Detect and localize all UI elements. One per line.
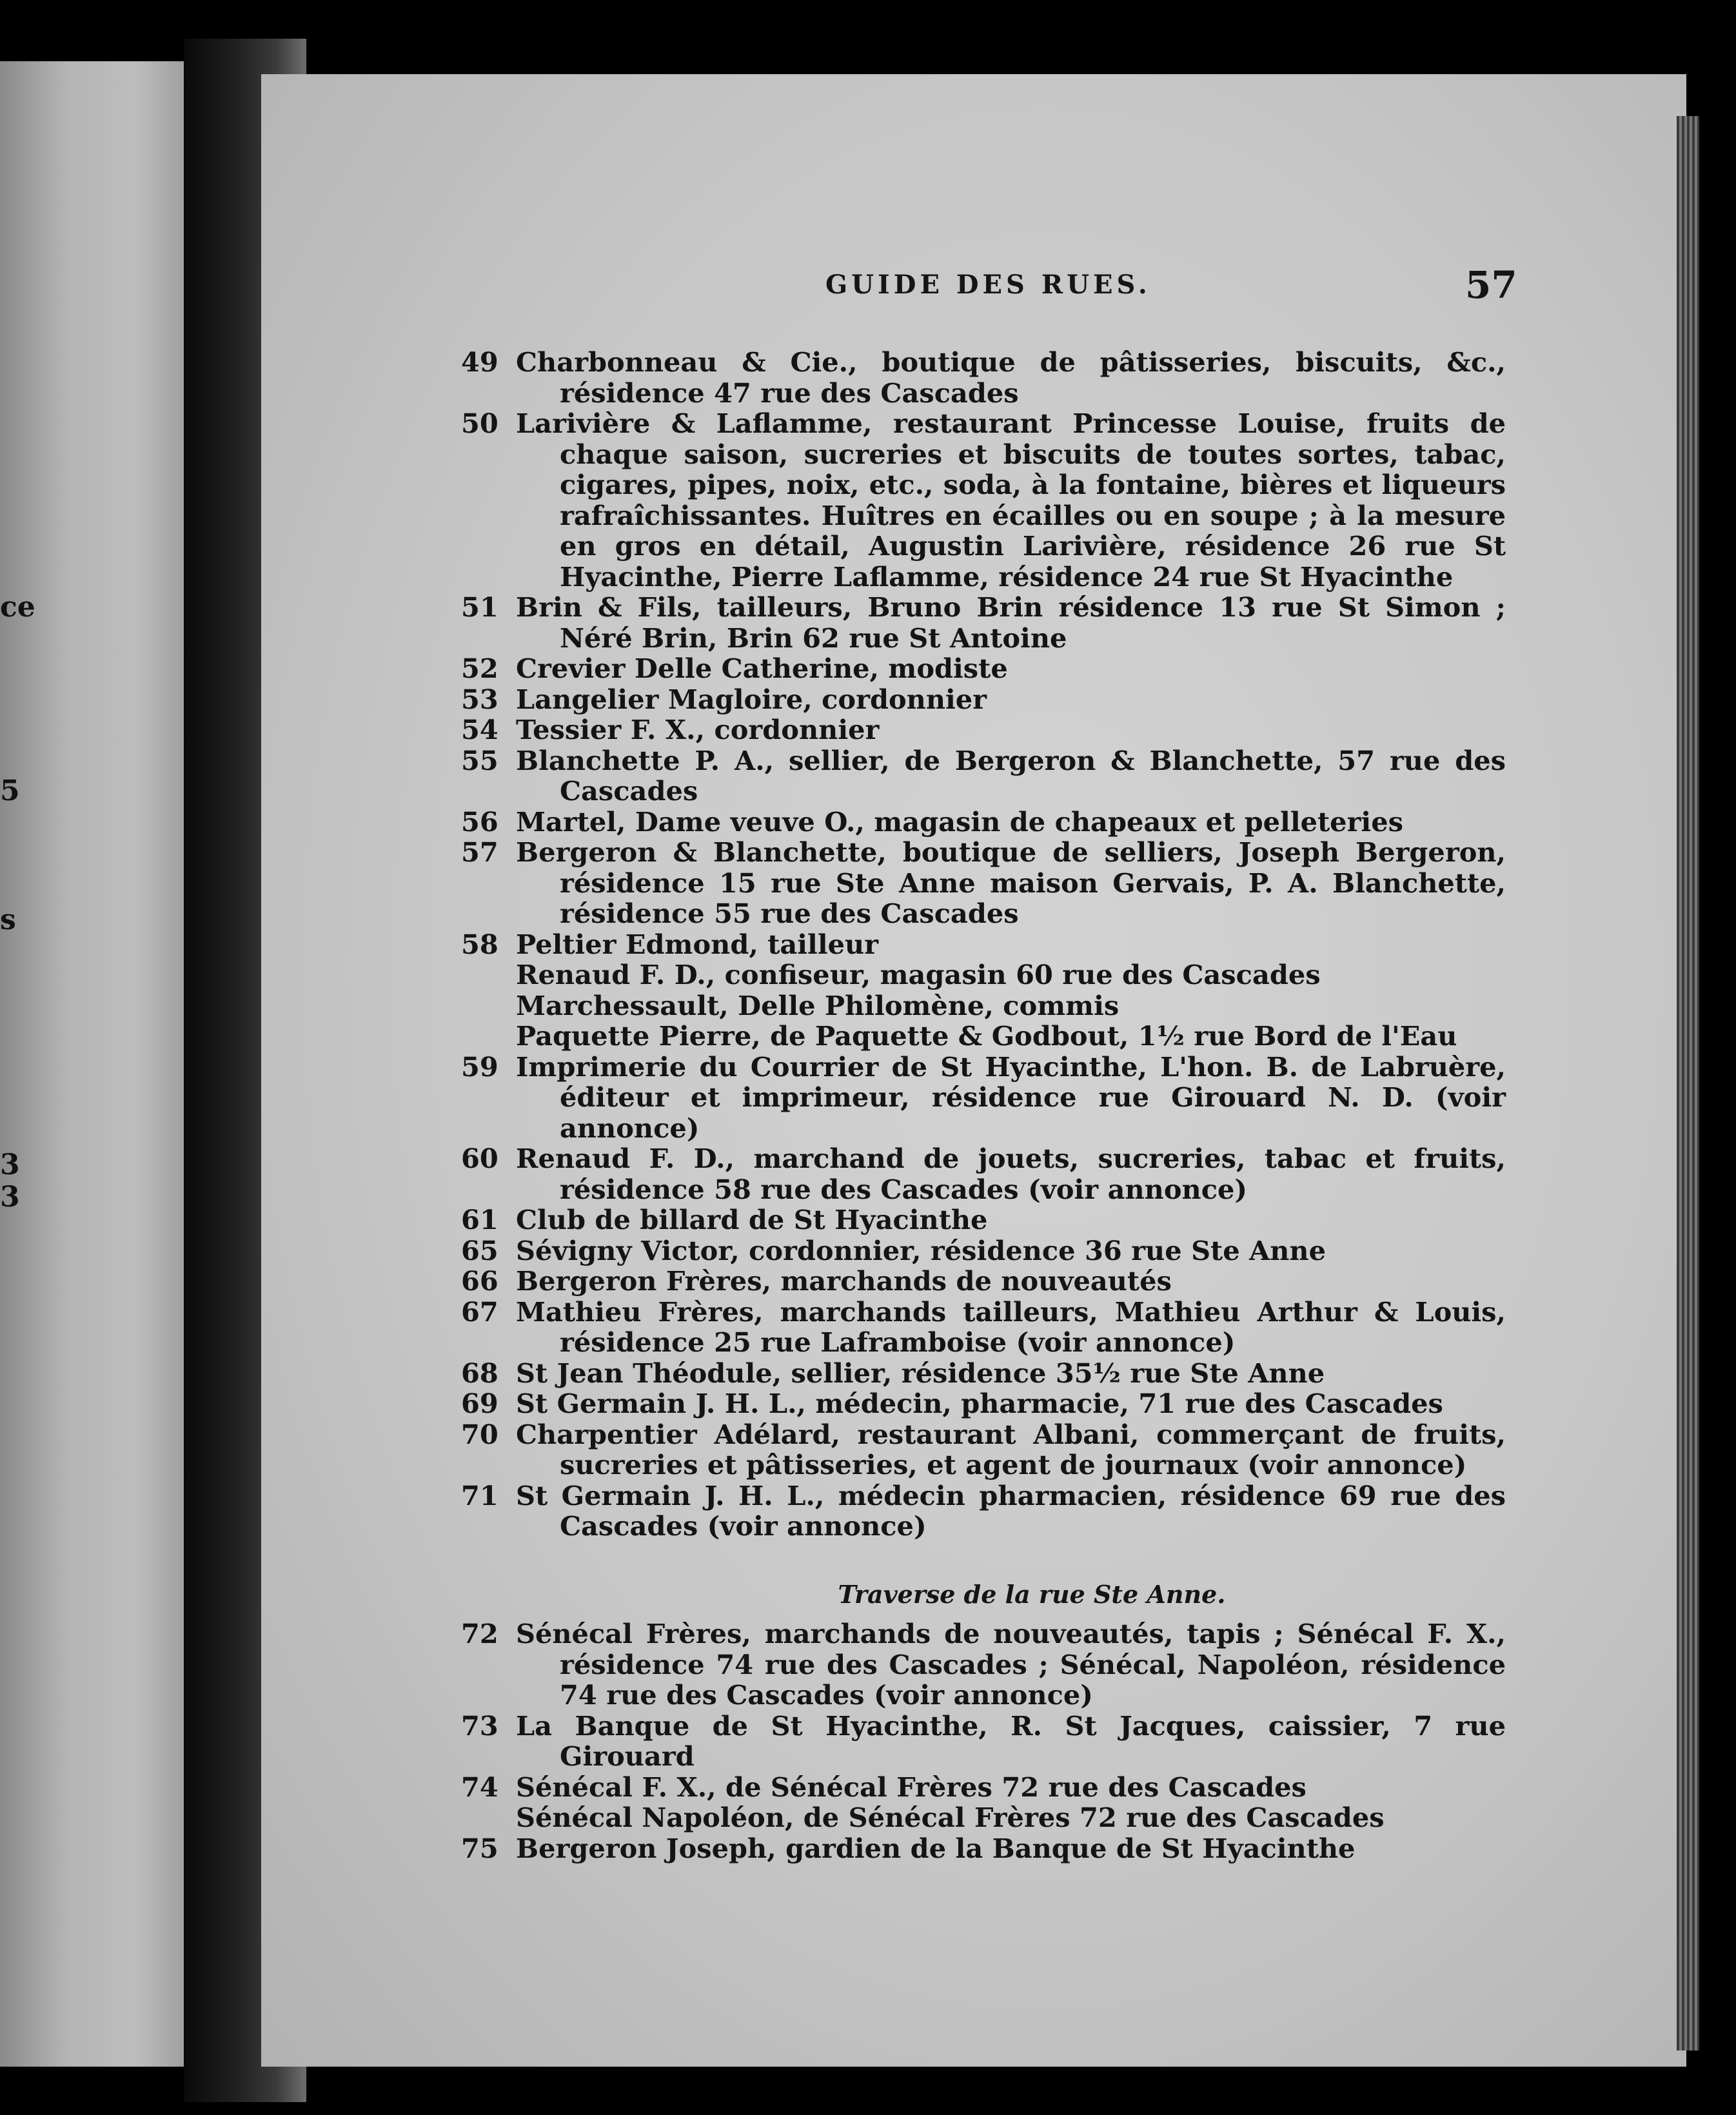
directory-entry bbox=[461, 837, 1506, 929]
directory-entry bbox=[461, 1802, 1506, 1833]
directory-entry bbox=[461, 714, 1506, 745]
entry-number: 72 bbox=[461, 1618, 498, 1649]
left-margin-fragment: s bbox=[0, 903, 16, 936]
page-number: 57 bbox=[1465, 263, 1517, 307]
directory-entry bbox=[461, 1297, 1506, 1358]
entry-text: Blanchette P. A., sellier, de Bergeron & Blanchette, 57 rue des Cascades bbox=[516, 744, 1506, 807]
directory-entry bbox=[461, 1388, 1506, 1419]
directory-entry bbox=[461, 1618, 1506, 1711]
directory-entry bbox=[461, 1358, 1506, 1389]
directory-entry bbox=[461, 1052, 1506, 1144]
entry-number: 53 bbox=[461, 683, 498, 715]
entry-text: Charpentier Adélard, restaurant Albani, commerçant de fruits, sucreries et pâtisseries, et agent de journaux (voir annonce) bbox=[516, 1418, 1506, 1480]
entry-text: Charbonneau & Cie., boutique de pâtisseries, biscuits, &c., résidence 47 rue des Cascades bbox=[516, 346, 1506, 409]
entry-number: 61 bbox=[461, 1204, 498, 1235]
directory-entry bbox=[461, 1235, 1506, 1266]
entry-number: 69 bbox=[461, 1388, 498, 1419]
directory-entry bbox=[461, 684, 1506, 715]
entry-number: 74 bbox=[461, 1771, 498, 1803]
section-heading: Traverse de la rue Ste Anne. bbox=[838, 1579, 1226, 1609]
entry-number: 75 bbox=[461, 1832, 498, 1864]
entry-text: St Jean Théodule, sellier, résidence 35½ rue Ste Anne bbox=[516, 1357, 1325, 1389]
entry-number: 67 bbox=[461, 1295, 498, 1328]
directory-listing bbox=[461, 347, 1506, 1864]
entry-number: 54 bbox=[461, 714, 498, 745]
entry-text: Paquette Pierre, de Paquette & Godbout, 1½ rue Bord de l'Eau bbox=[516, 1020, 1457, 1052]
entry-text: Crevier Delle Catherine, modiste bbox=[516, 653, 1008, 684]
entry-number: 49 bbox=[461, 346, 498, 378]
running-title: GUIDE DES RUES. bbox=[825, 270, 1151, 300]
entry-text: Sénécal F. X., de Sénécal Frères 72 rue des Cascades bbox=[516, 1771, 1307, 1803]
entry-text: St Germain J. H. L., médecin, pharmacie, 71 rue des Cascades bbox=[516, 1388, 1443, 1419]
entry-text: Bergeron Frères, marchands de nouveautés bbox=[516, 1265, 1172, 1297]
left-margin-fragment: ce bbox=[0, 591, 35, 624]
entry-text: Renaud F. D., marchand de jouets, sucreries, tabac et fruits, résidence 58 rue des Cascades (voir annonce) bbox=[516, 1143, 1506, 1205]
directory-entry bbox=[461, 807, 1506, 838]
entry-text: La Banque de St Hyacinthe, R. St Jacques, caissier, 7 rue Girouard bbox=[516, 1709, 1506, 1772]
entry-number: 59 bbox=[461, 1050, 498, 1083]
entry-text: Bergeron & Blanchette, boutique de selliers, Joseph Bergeron, résidence 15 rue Ste Anne maison Gervais, P. A. Blanchette, résidence 55 rue des Cascades bbox=[516, 836, 1506, 929]
entry-number: 60 bbox=[461, 1143, 498, 1174]
left-margin-fragment: 3 bbox=[0, 1148, 20, 1181]
directory-entry bbox=[461, 959, 1506, 990]
directory-entry bbox=[461, 1266, 1506, 1297]
directory-entry bbox=[461, 1480, 1506, 1542]
directory-entry bbox=[461, 1419, 1506, 1480]
entry-text: St Germain J. H. L., médecin pharmacien, résidence 69 rue des Cascades (voir annonce) bbox=[516, 1479, 1506, 1542]
entry-number: 65 bbox=[461, 1234, 498, 1266]
entry-text: Club de billard de St Hyacinthe bbox=[516, 1204, 988, 1235]
entry-text: Sénécal Frères, marchands de nouveautés, tapis ; Sénécal F. X., résidence 74 rue des Cascades ; Sénécal, Napoléon, résidence 74 rue des Cascades (voir annonce) bbox=[516, 1618, 1506, 1711]
entry-text: Sévigny Victor, cordonnier, résidence 36 rue Ste Anne bbox=[516, 1234, 1327, 1266]
directory-entry bbox=[461, 990, 1506, 1021]
left-margin-fragment: 3 bbox=[0, 1181, 20, 1214]
entry-number: 73 bbox=[461, 1709, 498, 1742]
directory-entry bbox=[461, 929, 1506, 960]
entry-text: Langelier Magloire, cordonnier bbox=[516, 683, 987, 715]
entry-number: 55 bbox=[461, 744, 498, 776]
entry-number: 52 bbox=[461, 653, 498, 684]
entry-number: 50 bbox=[461, 408, 498, 439]
entry-number: 57 bbox=[461, 836, 498, 868]
directory-entry bbox=[461, 347, 1506, 408]
entry-number: 70 bbox=[461, 1418, 498, 1450]
entry-number: 66 bbox=[461, 1265, 498, 1297]
entry-number: 71 bbox=[461, 1479, 498, 1511]
directory-entry bbox=[461, 592, 1506, 653]
entry-text: Tessier F. X., cordonnier bbox=[516, 714, 880, 745]
directory-entry bbox=[461, 1711, 1506, 1772]
page-edge bbox=[1677, 116, 1699, 2051]
entry-text: Sénécal Napoléon, de Sénécal Frères 72 rue des Cascades bbox=[516, 1802, 1385, 1833]
entry-text: Bergeron Joseph, gardien de la Banque de St Hyacinthe bbox=[516, 1832, 1356, 1864]
left-margin-fragment: 5 bbox=[0, 774, 20, 807]
entry-text: Mathieu Frères, marchands tailleurs, Mathieu Arthur & Louis, résidence 25 rue Laframboise (voir annonce) bbox=[516, 1295, 1506, 1358]
directory-entry bbox=[461, 1143, 1506, 1205]
entry-number: 51 bbox=[461, 591, 498, 623]
directory-entry bbox=[461, 408, 1506, 592]
entries-after-section bbox=[461, 1618, 1506, 1864]
left-page-edge bbox=[0, 61, 193, 2067]
entry-text: Peltier Edmond, tailleur bbox=[516, 928, 879, 960]
directory-entry bbox=[461, 745, 1506, 807]
directory-entry bbox=[461, 1833, 1506, 1864]
directory-entry bbox=[461, 1772, 1506, 1803]
entry-text: Martel, Dame veuve O., magasin de chapeaux et pelleteries bbox=[516, 805, 1403, 838]
entry-text: Renaud F. D., confiseur, magasin 60 rue des Cascades bbox=[516, 959, 1321, 990]
entry-text: Brin & Fils, tailleurs, Bruno Brin résidence 13 rue St Simon ; Néré Brin, Brin 62 rue St Antoine bbox=[516, 591, 1506, 654]
entries-before-section bbox=[461, 347, 1506, 1542]
entry-text: Imprimerie du Courrier de St Hyacinthe, L'hon. B. de Labruère, éditeur et imprimeur, résidence rue Girouard N. D. (voir annonce) bbox=[516, 1050, 1506, 1144]
directory-entry bbox=[461, 1205, 1506, 1235]
directory-entry bbox=[461, 1021, 1506, 1052]
entry-number: 58 bbox=[461, 928, 498, 960]
entry-number: 68 bbox=[461, 1357, 498, 1389]
entry-number: 56 bbox=[461, 805, 498, 838]
entry-text: Marchessault, Delle Philomène, commis bbox=[516, 989, 1120, 1021]
entry-text: Larivière & Laflamme, restaurant Princesse Louise, fruits de chaque saison, sucreries et biscuits de toutes sortes, tabac, cigares, pipes, noix, etc., soda, à la fontaine, bières et liqueurs rafraîchissantes. Huîtres en écailles ou en soupe ; à la mesure en gros en détail, Augustin Larivière, résidence 26 rue St Hyacinthe, Pierre Laflamme, résidence 24 rue St Hyacinthe bbox=[516, 408, 1506, 593]
directory-entry bbox=[461, 653, 1506, 684]
